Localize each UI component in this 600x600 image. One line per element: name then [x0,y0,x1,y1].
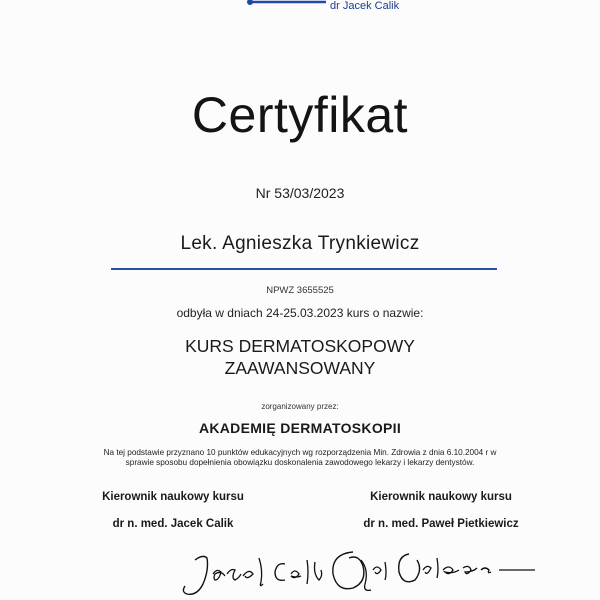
recipient-underline [111,268,497,270]
legal-line2: sprawie sposobu dopełnienia obowiązku doskonalenia zawodowego lekarzy i lekarzy dentystów. [125,458,475,467]
course-name-line1: KURS DERMATOSKOPOWY [185,336,415,356]
signatory-name: dr n. med. Jacek Calik [112,518,234,530]
certificate-number: Nr 53/03/2023 [255,185,345,201]
certificate-title: Certyfikat [191,87,409,143]
signatory-role: Kierownik naukowy kursu [370,491,512,503]
recipient-name: Lek. Agnieszka Trynkiewicz [180,233,420,254]
course-name [0,335,600,379]
signatory-role: Kierownik naukowy kursu [102,491,244,503]
attendance-statement: odbyła w dniach 24-25.03.2023 kurs o nazwie: [176,306,424,320]
npwz-number: NPWZ 3655525 [266,285,334,296]
course-name-line2: ZAAWANSOWANY [224,358,376,378]
logo-text: dr Jacek Calik [330,0,400,12]
logo-mark-icon [246,0,328,6]
legal-line1: Na tej podstawie przyznano 10 punktów edukacyjnych wg rozporządzenia Min. Zdrowia z dnia 6.10.2004 r w [103,448,497,457]
handwritten-signature-right [313,540,553,600]
organizer-name: AKADEMIĘ DERMATOSKOPII [198,420,402,436]
signatory-name: dr n. med. Paweł Pietkiewicz [363,518,519,530]
organized-by-label: zorganizowany przez: [261,402,339,411]
legal-statement [95,448,505,468]
